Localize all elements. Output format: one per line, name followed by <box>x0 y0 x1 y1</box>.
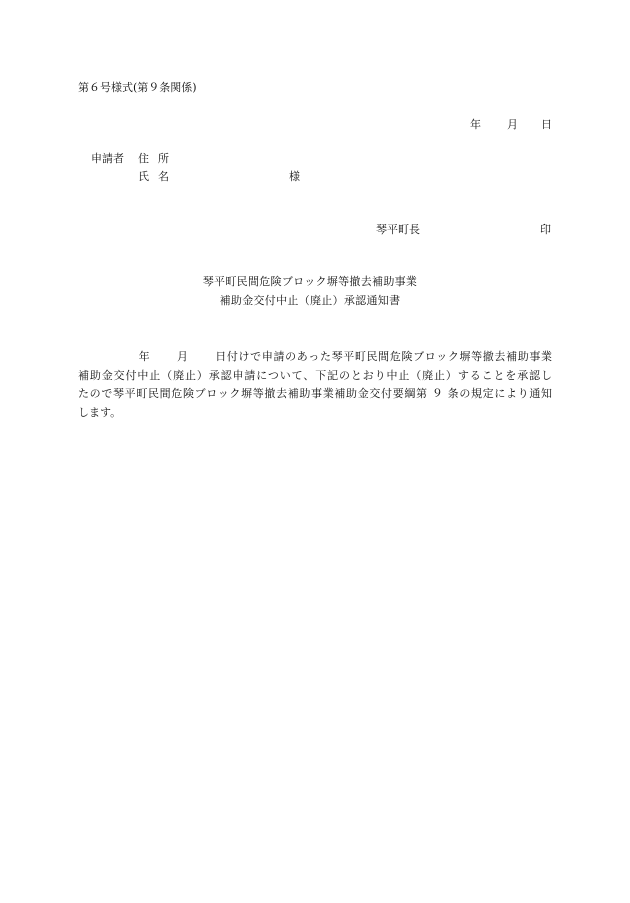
body-line-3: たので琴平町民間危険ブロック塀等撤去補助事業補助金交付要綱第 ９ 条の規定により通知 <box>78 387 552 400</box>
body-line-2: 補助金交付中止（廃止）承認申請について、下記のとおり中止（廃止）することを承認し <box>78 368 552 382</box>
body-line-1-text: 日付けで申請のあった琴平町民間危険ブロック塀等撤去補助事業 <box>214 350 553 363</box>
document-title-line-2: 補助金交付中止（廃止）承認通知書 <box>219 294 401 307</box>
address-label: 住所 <box>138 152 178 165</box>
body-line-4: します。 <box>78 405 122 419</box>
body-line-1 <box>78 348 552 367</box>
issuer-mayor-label: 琴平町長 <box>376 223 420 236</box>
body-month-label: 月 <box>176 350 189 363</box>
honorific-sama: 様 <box>289 170 300 183</box>
seal-label: 印 <box>540 223 551 236</box>
applicant-label: 申請者 <box>91 152 124 165</box>
notice-body <box>78 348 552 422</box>
date-day-label: 日 <box>541 118 552 131</box>
document-title-line-1: 琴平町民間危険ブロック塀等撤去補助事業 <box>202 275 418 288</box>
name-label: 氏名 <box>138 170 178 183</box>
date-year-label: 年 <box>470 118 481 131</box>
body-year-label: 年 <box>138 350 151 363</box>
date-month-label: 月 <box>507 118 518 131</box>
form-number: 第６号様式(第９条関係) <box>78 81 197 94</box>
